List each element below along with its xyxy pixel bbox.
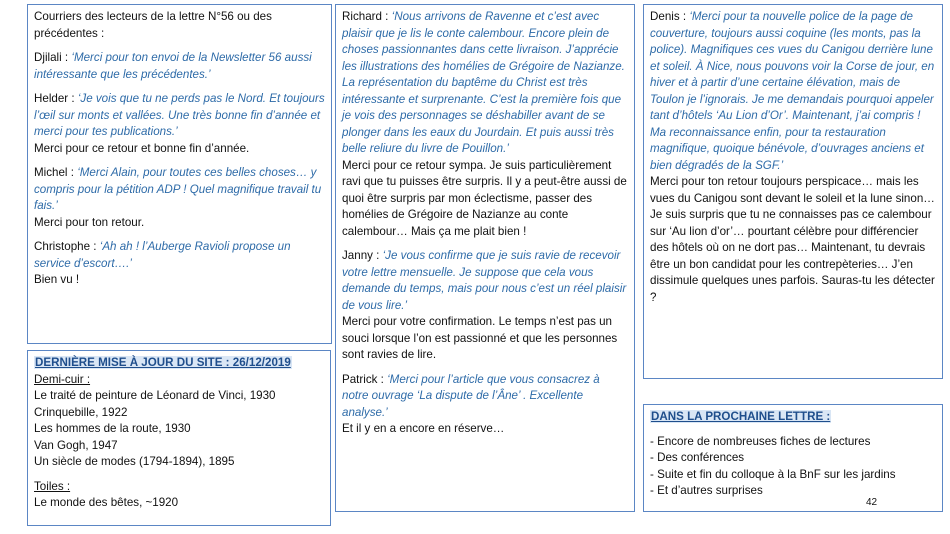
reply-patrick: Et il y en a encore en réserve… [342,422,505,435]
letters-box-2 [335,4,635,512]
list-item: Le traité de peinture de Léonard de Vinci, 1930 [34,389,276,402]
reply-helder: Merci pour ce retour et bonne fin d’année. [34,141,250,155]
reply-richard: Merci pour ce retour sympa. Je suis particulièrement ravi que tu puisses être surpris. Il y a peut-être aussi de quoi être surpris par mon éclectisme, passer des homélies de Grégoire de Nazianze au conte calembour… Mais ça me plait bien ! [342,158,627,238]
section-toiles: Toiles : [34,479,71,493]
list-item: Les hommes de la route, 1930 [34,422,191,435]
letter-janny: Janny : ‘Je vous confirme que je suis ravie de recevoir votre lettre mensuelle. Je suppose que cela vous demande du temps, mais pour nous c’est un réel plaisir de vous lire.’ [342,249,627,312]
list-item: Crinquebille, 1922 [34,405,128,419]
site-update-box [27,350,331,526]
next-letter-list [650,434,936,500]
letter-djilali: Djilali : ‘Merci pour ton envoi de la Newsletter 56 aussi intéressante que les précédentes.’ [34,51,312,81]
letter-michel: Michel : ‘Merci Alain, pour toutes ces belles choses… y compris pour la pétition ADP ! Quel magnifique travail tu fais.’ [34,166,322,212]
letters-box-3 [643,4,943,379]
page-number: 42 [866,497,878,508]
reply-janny: Merci pour votre confirmation. Le temps n’est pas un souci lorsque l’on est passionné et que les personnes sont ravies de lire. [342,315,618,361]
list-item: Van Gogh, 1947 [34,438,118,452]
letter-richard: Richard : ‘Nous arrivons de Ravenne et c’est avec plaisir que je lis le conte calembour. Encore plein de choses passionnantes dans cette livraison. J’apprécie les illustrations des homélies de Grégoire de Nazianze. La représentation du baptême du Christ est très intéressante et surprenante. C’est la première fois que je vois des personnages se déshabiller avant de se plonger dans les eaux du Jourdain. Et puis aussi très belle reliure du livre de Pouillon.’ [342,10,625,155]
list-item: - Encore de nombreuses fiches de lectures [650,434,871,448]
list-item: - Des conférences [650,451,745,464]
reply-denis: Merci pour ton retour toujours perspicace… mais les vues du Canigou sont devant le soleil et la lune sinon… Je suis surpris que tu ne connaisses pas ce calembour sur ‘Au lion d’or’… pourtant célèbre pour différencier des hôtels où on ne dort pas… Maintenant, tu devrais être un bon candidat pour les contrepèteries… J’en dissimule quelques unes parfois. Sauras-tu les détecter ? [650,175,935,304]
letters-title: Courriers des lecteurs de la lettre N°56 ou des précédentes : [34,10,272,40]
reply-michel: Merci pour ton retour. [34,215,145,229]
demi-cuir-list [34,388,324,471]
next-letter-title: DANS LA PROCHAINE LETTRE : [651,410,831,423]
site-update-title: DERNIÈRE MISE À JOUR DU SITE : 26/12/2019 [35,356,291,369]
letters-box-1 [27,4,332,344]
letter-denis: Denis : ‘Merci pour ta nouvelle police de la page de couverture, toujours aussi coquine (les monts, pas la police). Magnifiques ces vues du Canigou derrière lune et soleil. À Nice, nous pouvons voir la Corse de jour, en hiver et à partir d’une certaine élévation, mais de Toulon je l’ignorais. Je me demandais pourquoi appeler tant d’hôtels ‘Au Lion d’Or’. Maintenant, j’ai compris ! Ma reconnaissance enfin, pour ta restauration magnifique, quoique bénévole, d’ouvrages anciens et bien dégradés de la SGF.’ [650,10,935,172]
letter-helder: Helder : ‘Je vois que tu ne perds pas le Nord. Et toujours l’œil sur monts et vallées. Une très bonne fin d’année et merci pour tes publications.’ [34,92,325,138]
reply-christophe: Bien vu ! [34,273,80,286]
next-letter-box [643,404,943,512]
list-item: - Suite et fin du colloque à la BnF sur les jardins [650,467,896,481]
list-item: - Et d’autres surprises [650,484,763,497]
letter-christophe: Christophe : ‘Ah ah ! l’Auberge Ravioli propose un service d’escort….’ [34,240,291,270]
list-item: Un siècle de modes (1794-1894), 1895 [34,455,235,468]
list-item: Le monde des bêtes, ~1920 [34,496,179,509]
section-demi-cuir: Demi-cuir : [34,372,91,386]
toiles-list [34,495,324,512]
letter-patrick: Patrick : ‘Merci pour l’article que vous consacrez à notre ouvrage ‘La dispute de l’Âne’ . Excellente analyse.’ [342,372,600,419]
